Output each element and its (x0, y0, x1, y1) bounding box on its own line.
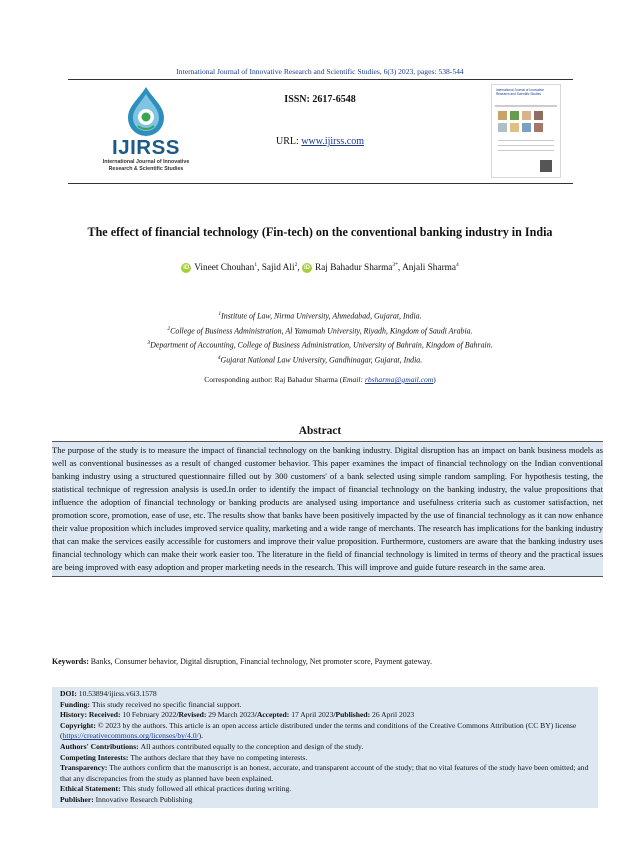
published-value: 26 April 2023 (372, 710, 415, 720)
competing-value: The authors declare that they have no competing interests. (130, 752, 308, 762)
logo-subtitle-line-2: Research & Scientific Studies (108, 166, 184, 172)
contributions-row (52, 742, 598, 753)
revised-label: /Revised: (176, 710, 209, 720)
cover-band (495, 105, 557, 107)
journal-url-link[interactable]: www.ijirss.com (301, 136, 364, 147)
affiliation-text: Institute of Law, Nirma University, Ahmedabad, Gujarat, India. (221, 311, 422, 321)
received-value: 10 February 2022 (122, 710, 177, 720)
author-list: iD Vineet Chouhan$^1$, Sajid Ali$^2$, iD Raj Bahadur Sharma$^{3*}$, Anjali Sharma$^4$ (183, 262, 459, 274)
accepted-value: 17 April 2023 (291, 710, 334, 720)
copyright-end: ). (198, 731, 204, 741)
author-name: Vineet Chouhan (194, 263, 255, 274)
ethical-value: This study followed all ethical practices during writing. (122, 784, 292, 794)
ethical-row (52, 784, 598, 795)
cover-image (498, 111, 507, 120)
affiliation (0, 337, 640, 352)
author-sup: 2 (294, 262, 298, 268)
affiliations (0, 308, 640, 367)
orcid-icon[interactable]: iD (183, 265, 190, 272)
history-label: History: (60, 710, 89, 720)
abstract-text: The purpose of the study is to measure the impact of financial technology on the banking industry. Digital disruption has an impact on bank business models as well as conventional businesses as a result of changed customer behavior. This paper examines the impact of financial technology on the Indian conventional banking industry using a structured questionnaire filled out by 300 customers' of a bank selected using simple random sampling. For hypothesis testing, the statistical technique of regression analysis is used.In order to identify the impact of financial technology on the banking industry, the value propositions that influence the adoption of financial technology or banking products are analysed using importance and usefulness criteria such as customer satisfaction, net promotion score, promotion, ease of use, etc. The results show that banks have been positively impacted by the use of financial technology as it can now enhance their value proposition which includes improved service quality, marketing and a wide range of merchants. The research has implications for the banking industry that can make the services easily accessible for customers and improve their value proposition. Furthermore, customers are aware that the banking industry uses financial technology which can make their work easier too. The literature in the field of financial technology is limited in terms of theory and the practical issues are being improved with easy adoption and proper marketing needs in the research. This will improve and guide future research in the same area. (52, 441, 603, 577)
journal-logo-icon (124, 86, 168, 136)
publisher-value: Innovative Research Publishing (95, 794, 193, 804)
cover-title: International Journal of Innovative Research and Scientific Studies (496, 88, 544, 96)
competing-label: Competing Interests: (60, 752, 131, 762)
journal-url (240, 136, 400, 147)
cover-image (534, 111, 543, 120)
author-name: Raj Bahadur Sharma (314, 263, 393, 274)
abstract-heading: Abstract (298, 425, 342, 437)
cover-image (510, 123, 519, 132)
keywords-text: Banks, Consumer behavior, Digital disruption, Financial technology, Net promoter score, Payment gateway. (90, 657, 432, 666)
doi-row (52, 687, 598, 700)
header-top-rule (68, 79, 573, 80)
funding-label: Funding: (60, 699, 92, 709)
copyright-label: Copyright: (60, 720, 98, 730)
logo-wordmark: IJIRSS (112, 136, 180, 159)
issn: ISSN: 2617-6548 (284, 94, 356, 105)
affiliation-sup: 4 (217, 354, 221, 361)
transparency-value: The authors confirm that the manuscript is an honest, accurate, and transparent account of the study; that no vital features of the study have been omitted; and that any discrepancies from the study as planned have been explained. (60, 763, 589, 783)
journal-citation-line: International Journal of Innovative Research and Scientific Studies, 6(3) 2023, pages: 538-544 (176, 67, 464, 76)
cover-image (498, 123, 507, 132)
cover-image (522, 111, 531, 120)
author-name: Anjali Sharma (402, 263, 457, 274)
logo-subtitle (82, 159, 210, 173)
keywords (52, 657, 612, 666)
email-link[interactable]: rbsharma@gmail.com (364, 375, 434, 384)
affiliation (0, 352, 640, 367)
journal-cover-thumbnail (491, 84, 561, 178)
author-sup: 1 (254, 262, 258, 268)
affiliation-sup: 2 (167, 325, 171, 332)
cover-image (522, 123, 531, 132)
affiliation-text: Gujarat National Law University, Gandhinagar, Gujarat, India. (220, 355, 423, 365)
keywords-label: Keywords: (52, 657, 91, 666)
corresponding-author (0, 375, 640, 384)
author-name: Sajid Ali (261, 263, 295, 274)
received-label: Received: (88, 710, 123, 720)
cover-line (498, 140, 554, 141)
corresponding-prefix: Corresponding author: Raj Bahadur Sharma ( (204, 375, 343, 384)
funding-value: This study received no specific financial support. (91, 699, 242, 709)
cover-line (498, 145, 554, 146)
copyright-row (52, 721, 598, 742)
competing-row (52, 753, 598, 764)
revised-value: 29 March 2023 (208, 710, 255, 720)
doi-value: 10.53894/ijirss.v6i3.1578 (78, 689, 157, 698)
affiliation-sup: 3 (147, 340, 151, 347)
contributions-value: All authors contributed equally to the conception and design of the study. (140, 741, 364, 751)
license-link[interactable]: https://creativecommons.org/licenses/by/4.0/ (62, 731, 199, 741)
publisher-label: Publisher: (60, 794, 96, 804)
orcid-icon[interactable]: iD (303, 265, 310, 272)
contributions-label: Authors' Contributions: (60, 741, 141, 751)
email-label: Email: (342, 375, 365, 384)
doi-label: DOI: (60, 689, 79, 698)
author-sup: 3* (392, 262, 398, 268)
transparency-label: Transparency: (60, 763, 110, 773)
cover-line (498, 150, 554, 151)
copyright-value: © 2023 by the authors. This article is an open access article distributed under the terms and conditions of the Creative Commons Attribution (CC BY) license ( (60, 720, 577, 741)
cover-image (534, 123, 543, 132)
cover-image (510, 111, 519, 120)
affiliation-text: Department of Accounting, College of Business Administration, University of Bahrain, Kingdom of Bahrain. (150, 340, 493, 350)
cover-qr-code (540, 160, 552, 172)
transparency-row (52, 763, 598, 784)
affiliation (0, 308, 640, 323)
publisher-row (52, 795, 598, 808)
funding-row (52, 700, 598, 711)
article-metadata (52, 687, 598, 808)
affiliation-sup: 1 (218, 311, 222, 317)
article-title: The effect of financial technology (Fin-tech) on the conventional banking industry in India (87, 225, 553, 239)
accepted-label: /Accepted: (254, 710, 292, 720)
header-bottom-rule (68, 183, 573, 184)
affiliation-text: College of Business Administration, Al Yamamah University, Riyadh, Kingdom of Saudi Arabia. (170, 326, 473, 336)
ethical-label: Ethical Statement: (60, 784, 123, 794)
history-row (52, 710, 598, 721)
affiliation (0, 323, 640, 338)
published-label: /Published: (333, 710, 373, 720)
url-label: URL: (276, 136, 302, 147)
corresponding-suffix: ) (433, 375, 436, 384)
logo-subtitle-line-1: International Journal of Innovative (102, 159, 190, 165)
author-sup: 4 (456, 262, 459, 268)
